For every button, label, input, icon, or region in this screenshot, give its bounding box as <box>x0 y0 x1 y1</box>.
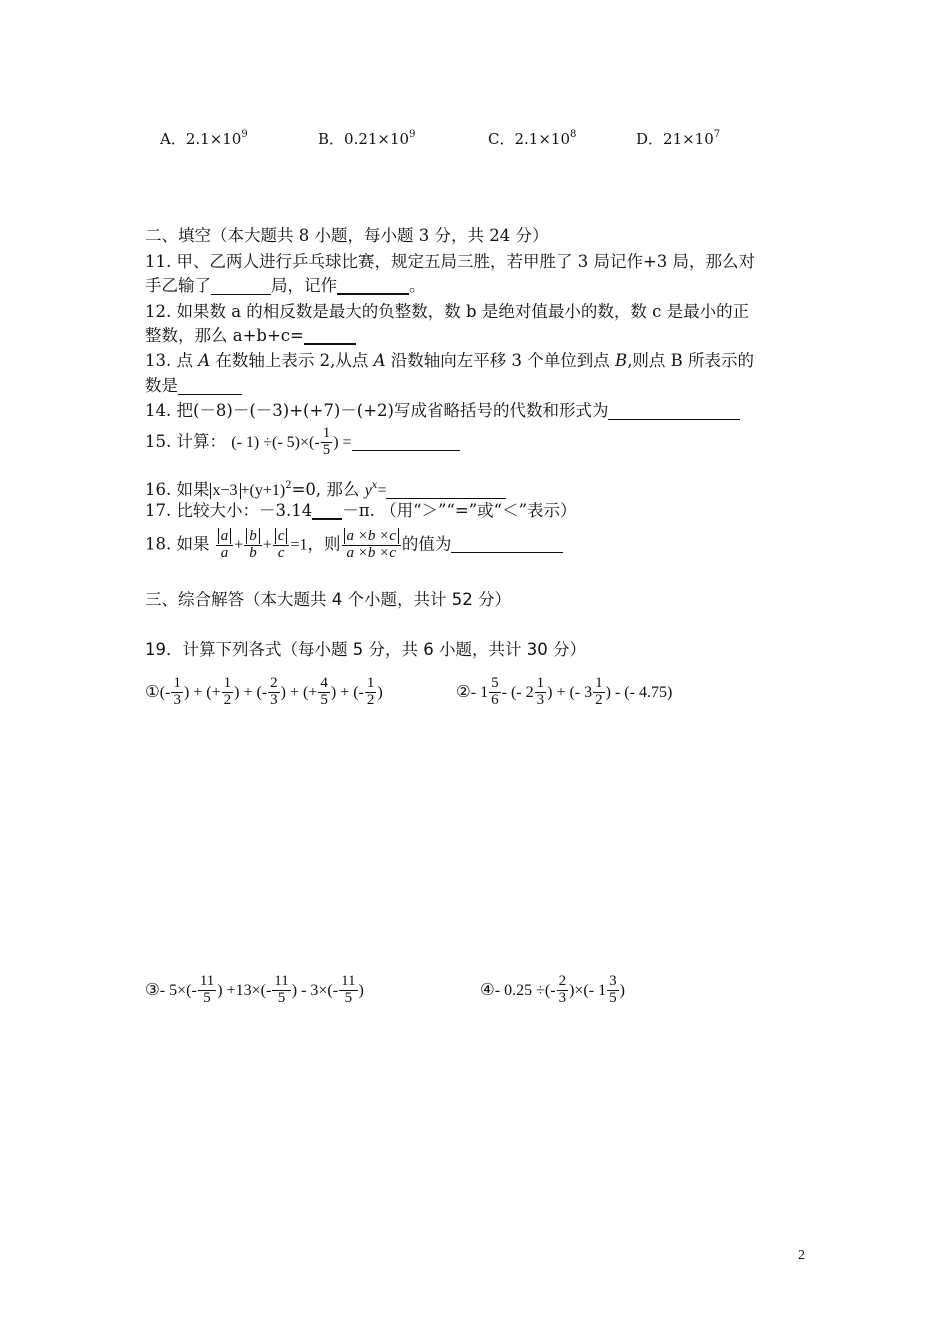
q12-blank[interactable] <box>304 325 356 345</box>
option-b: B．$0.21\times 10^9$ <box>318 129 416 148</box>
q19-heading: 19．计算下列各式（每小题 5 分，共 6 小题，共计 30 分） <box>145 640 586 659</box>
q14-line: 14. 把(－8)－(－3)+(+7)－(+2)写成省略括号的代数和形式为 <box>145 399 740 423</box>
q12-line1: 12. 如果数 a 的相反数是最大的负整数，数 b 是绝对值最小的数，数 c 是最小的正 <box>145 302 750 321</box>
q17-blank[interactable] <box>312 500 342 520</box>
q14-blank[interactable] <box>608 401 740 420</box>
q11-blank-2[interactable] <box>337 275 409 295</box>
q13-blank[interactable] <box>178 376 242 395</box>
page-number: 2 <box>798 1248 805 1263</box>
q16-blank[interactable] <box>386 480 506 499</box>
q11-line1: 11. 甲、乙两人进行乒乓球比赛，规定五局三胜，若甲胜了 3 局记作+3 局，那么对 <box>145 252 756 271</box>
q16-abs-value: x−3 <box>210 483 241 499</box>
q13-line1: 13. 点 A 在数轴上表示 2,从点 A 沿数轴向左平移 3 个单位到点 B,则点 B 所表示的 <box>145 351 755 370</box>
q18-line: 18. 如果 $\frac{a}{a}$ + $\frac{b}{b}$ + $\frac{c}{c}$ =1，则 $\frac{a \times b \times c}{a \times b \times c}$ 的值为 <box>145 528 563 562</box>
problem-3: ③- 5×(- $\frac{11}{5}$ ) +13×(- $\frac{11}{5}$ ) - 3×(- $\frac{11}{5}$ ) <box>145 973 364 1006</box>
q17-line: 17. 比较大小：－3.14 －π. （用“＞”“=”或“＜”表示） <box>145 501 577 520</box>
q18-frac-c: $\frac{c}{c}$ <box>273 528 290 562</box>
q11-line2: 手乙输了 局，记作 。 <box>145 276 426 295</box>
problem-4: ④- 0.25 ÷(- $\frac{2}{3}$ )×(- 1 $\frac{3}{5}$ ) <box>480 973 625 1006</box>
problem-2: ②- 1 $\frac{5}{6}$ - (- 2 $\frac{1}{3}$ ) + (- 3 $\frac{1}{2}$ ) - (- 4.75) <box>456 675 673 708</box>
q11-blank-1[interactable] <box>211 276 271 295</box>
option-c: C．$2.1\times 10^8$ <box>488 129 577 148</box>
q18-frac-b: $\frac{b}{b}$ <box>244 528 262 562</box>
option-d: D．$21\times 10^7$ <box>636 129 721 148</box>
q15-line: 15. 计算： (- 1) ÷(- 5)×(- $\frac{1}{5}$ ) = <box>145 426 460 459</box>
q16-line: 16. 如果 $x-3 +(y+1)^2=0$, 那么 $y^x=$ <box>145 474 506 503</box>
q15-blank[interactable] <box>352 432 460 451</box>
q15-fraction: $\frac{1}{5}$ <box>322 425 331 458</box>
q18-blank[interactable] <box>451 534 563 553</box>
section3-heading: 三、综合解答（本大题共 4 个小题，共计 52 分） <box>145 590 511 609</box>
q12-line2: 整数，那么 a+b+c= <box>145 324 356 348</box>
section2-heading: 二、填空（本大题共 8 小题，每小题 3 分，共 24 分） <box>145 226 549 245</box>
option-a: A．$2.1\times 10^9$ <box>160 129 248 148</box>
q13-line2: 数是 <box>145 374 242 398</box>
problem-1: ①(- $\frac{1}{3}$ ) + (+ $\frac{1}{2}$ ) + (- $\frac{2}{3}$ ) + (+ $\frac{4}{5}$ ) + (- $\frac{1}{2}$ ) <box>145 675 383 708</box>
q18-big-fraction: $\frac{a \times b \times c}{a \times b \times c}$ <box>342 528 401 562</box>
q18-frac-a: $\frac{a}{a}$ <box>216 528 234 562</box>
